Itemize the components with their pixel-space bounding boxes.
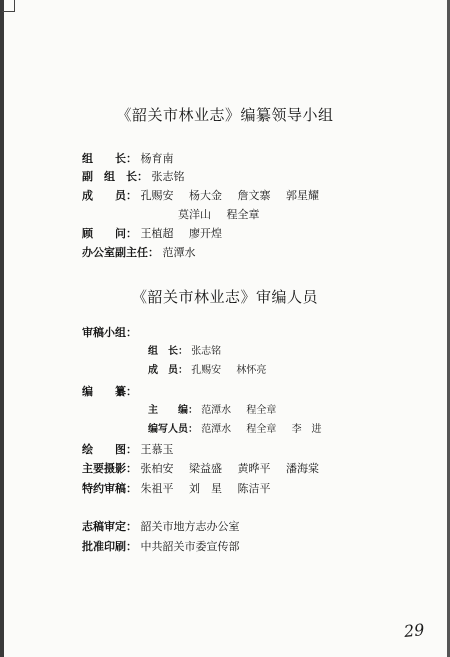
review-group-label: 审稿小组： (82, 326, 137, 339)
photographer-name: 张柏安 (140, 462, 174, 475)
review-leader-label: 组 长： (148, 346, 188, 357)
drawing-name: 王慕玉 (140, 443, 174, 456)
scan-corner-mark (2, 0, 15, 12)
writer-name: 李 进 (291, 424, 322, 435)
manuscript-review-row (82, 520, 240, 534)
writers-row (148, 423, 334, 437)
review-leader-name: 张志铭 (191, 346, 222, 357)
leader-name: 杨育南 (140, 152, 174, 165)
scan-edge-left (0, 0, 4, 657)
review-member-name: 孔赐安 (191, 365, 222, 376)
manuscript-review-label: 志稿审定： (82, 520, 137, 533)
deputy-leader-name: 张志铭 (151, 170, 185, 183)
member-name: 程全章 (226, 208, 260, 221)
writers-label: 编写人员： (148, 424, 198, 435)
review-leader-row (148, 345, 221, 359)
compilation-label: 编 纂： (82, 385, 137, 398)
special-reviewer-name: 朱祖平 (140, 482, 174, 495)
photographer-name: 梁益盛 (189, 462, 222, 475)
photography-label: 主要摄影： (82, 462, 137, 475)
drawing-row (82, 443, 174, 457)
writer-name: 范潭水 (201, 424, 232, 435)
member-name: 詹文寨 (237, 189, 271, 202)
advisor-name: 王植超 (140, 227, 174, 240)
special-review-row (82, 482, 283, 496)
leadership-group-title: 《韶关市林业志》编纂领导小组 (116, 106, 334, 124)
print-approval-row (82, 540, 240, 554)
deputy-leader-row (82, 170, 185, 184)
review-members-row (148, 364, 278, 378)
advisors-row (82, 227, 234, 241)
special-reviewer-name: 刘 星 (189, 482, 222, 495)
member-name: 杨大金 (189, 189, 222, 202)
member-name: 郭星耀 (286, 189, 319, 202)
print-approval-value: 中共韶关市委宣传部 (140, 540, 240, 553)
review-group-row (82, 326, 137, 340)
photographer-name: 潘海棠 (286, 462, 319, 475)
advisors-label: 顾 问： (82, 227, 137, 240)
members-row-continued (178, 208, 272, 222)
chief-editor-name: 范潭水 (201, 405, 232, 416)
special-reviewer-name: 陈洁平 (237, 482, 271, 495)
review-staff-title: 《韶关市林业志》审编人员 (131, 288, 318, 306)
compilation-row (82, 385, 137, 399)
chief-editor-row (148, 404, 288, 418)
special-review-label: 特约审稿： (82, 482, 137, 495)
photography-row (82, 462, 331, 476)
review-members-label: 成 员： (148, 365, 188, 376)
office-deputy-row (82, 246, 196, 260)
office-deputy-label: 办公室副主任： (82, 246, 159, 259)
chief-editor-name: 程全章 (246, 405, 277, 416)
review-member-name: 林怀亮 (236, 365, 267, 376)
writer-name: 程全章 (246, 424, 277, 435)
leader-row (82, 152, 174, 166)
photographer-name: 黄晔平 (237, 462, 271, 475)
advisor-name: 廖开煌 (189, 227, 222, 240)
leader-label: 组 长： (82, 152, 137, 165)
member-name: 莫洋山 (178, 208, 211, 221)
drawing-label: 绘 图： (82, 443, 137, 456)
print-approval-label: 批准印刷： (82, 540, 137, 553)
handwritten-page-number: 29 (403, 619, 426, 642)
deputy-leader-label: 副 组 长： (82, 170, 148, 183)
office-deputy-name: 范潭水 (162, 246, 196, 259)
members-row (82, 189, 331, 203)
chief-editor-label: 主 编： (148, 405, 198, 416)
manuscript-review-value: 韶关市地方志办公室 (140, 520, 240, 533)
member-name: 孔赐安 (140, 189, 174, 202)
members-label: 成 员： (82, 189, 137, 202)
